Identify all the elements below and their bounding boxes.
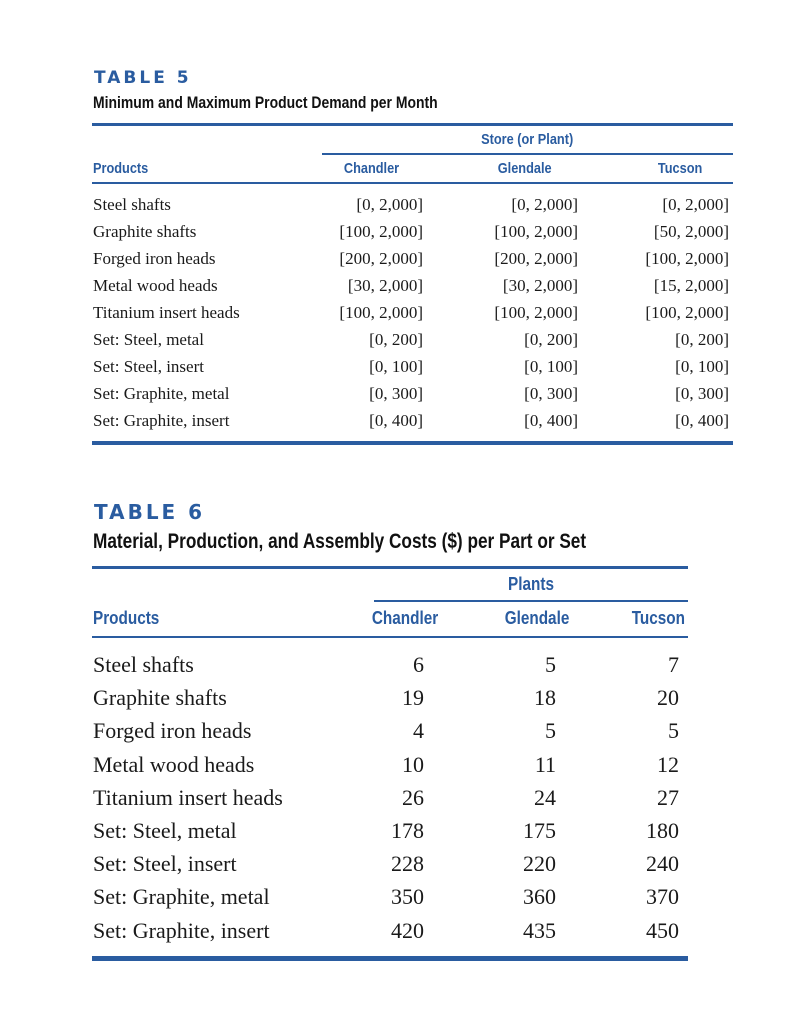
value-tucson: [0, 200] bbox=[675, 330, 729, 349]
value-tucson: [15, 2,000] bbox=[653, 276, 729, 295]
value-chandler: [30, 2,000] bbox=[347, 276, 423, 295]
value-chandler: 10 bbox=[402, 751, 424, 777]
column-header-glendale: Glendale bbox=[498, 160, 552, 177]
table-caption: Material, Production, and Assembly Costs ($) per Part or Set bbox=[93, 530, 587, 553]
value-glendale: [0, 100] bbox=[524, 357, 578, 376]
product-name: Set: Steel, insert bbox=[93, 357, 204, 376]
product-name: Set: Steel, insert bbox=[93, 851, 237, 877]
value-tucson: 7 bbox=[668, 652, 679, 677]
value-tucson: 20 bbox=[657, 685, 679, 711]
value-tucson: 450 bbox=[646, 917, 679, 943]
header-rule bbox=[92, 636, 688, 638]
table-row bbox=[0, 752, 811, 785]
table-row bbox=[0, 222, 811, 249]
value-chandler: 350 bbox=[391, 884, 424, 910]
product-name: Set: Graphite, metal bbox=[93, 884, 270, 910]
value-chandler: [100, 2,000] bbox=[339, 303, 423, 322]
product-name: Titanium insert heads bbox=[93, 784, 283, 810]
value-glendale: [100, 2,000] bbox=[494, 303, 578, 322]
product-name: Forged iron heads bbox=[93, 718, 252, 744]
value-glendale: 360 bbox=[523, 884, 556, 910]
value-tucson: 370 bbox=[646, 884, 679, 910]
table-row bbox=[0, 785, 811, 818]
value-chandler: [100, 2,000] bbox=[339, 222, 423, 241]
value-chandler: 19 bbox=[402, 685, 424, 711]
value-chandler: [0, 100] bbox=[369, 357, 423, 376]
table-5 bbox=[0, 0, 811, 470]
value-glendale: [0, 200] bbox=[524, 330, 578, 349]
value-chandler: 26 bbox=[402, 784, 424, 810]
product-name: Titanium insert heads bbox=[93, 303, 240, 322]
value-glendale: [30, 2,000] bbox=[502, 276, 578, 295]
value-tucson: [0, 2,000] bbox=[662, 195, 729, 214]
table-row bbox=[0, 249, 811, 276]
table-row bbox=[0, 411, 811, 438]
table-caption: Minimum and Maximum Product Demand per Month bbox=[93, 93, 438, 112]
value-glendale: 5 bbox=[545, 718, 556, 744]
product-name: Set: Graphite, insert bbox=[93, 411, 230, 430]
column-header-tucson: Tucson bbox=[631, 608, 685, 628]
group-rule bbox=[322, 153, 733, 155]
products-header: Products bbox=[93, 608, 160, 628]
bottom-rule bbox=[92, 956, 688, 961]
product-name: Forged iron heads bbox=[93, 249, 216, 268]
bottom-rule bbox=[92, 441, 733, 445]
table-label: TABLE 6 bbox=[94, 500, 206, 524]
product-name: Set: Steel, metal bbox=[93, 818, 237, 843]
table-row bbox=[0, 384, 811, 411]
column-header-tucson: Tucson bbox=[657, 160, 703, 177]
table-row bbox=[0, 357, 811, 384]
value-chandler: [0, 400] bbox=[369, 411, 423, 430]
value-glendale: [0, 400] bbox=[524, 411, 578, 430]
table-label: TABLE 5 bbox=[94, 68, 192, 88]
top-rule bbox=[92, 566, 688, 569]
table-row bbox=[0, 303, 811, 330]
value-tucson: [0, 300] bbox=[675, 384, 729, 403]
product-name: Graphite shafts bbox=[93, 222, 197, 241]
table-row bbox=[0, 195, 811, 222]
value-chandler: [200, 2,000] bbox=[339, 249, 423, 268]
value-tucson: 27 bbox=[657, 784, 679, 810]
product-name: Set: Graphite, insert bbox=[93, 917, 270, 943]
value-tucson: 5 bbox=[668, 718, 679, 744]
value-glendale: 5 bbox=[545, 652, 556, 677]
group-rule bbox=[374, 600, 688, 602]
value-glendale: [0, 2,000] bbox=[511, 195, 578, 214]
value-tucson: 180 bbox=[646, 818, 679, 843]
header-rule bbox=[92, 182, 733, 184]
value-glendale: 175 bbox=[523, 818, 556, 843]
product-name: Metal wood heads bbox=[93, 751, 255, 777]
value-tucson: 12 bbox=[657, 751, 679, 777]
table-row bbox=[0, 818, 811, 851]
value-glendale: 435 bbox=[523, 917, 556, 943]
value-tucson: [0, 400] bbox=[675, 411, 729, 430]
value-glendale: 11 bbox=[534, 751, 556, 777]
table-row bbox=[0, 330, 811, 357]
product-name: Metal wood heads bbox=[93, 276, 218, 295]
product-name: Set: Steel, metal bbox=[93, 330, 204, 349]
table-row bbox=[0, 918, 811, 951]
table-row bbox=[0, 718, 811, 751]
group-header: Store (or Plant) bbox=[480, 131, 574, 148]
value-chandler: 6 bbox=[413, 652, 424, 677]
table-row bbox=[0, 652, 811, 685]
table-row bbox=[0, 884, 811, 917]
product-name: Set: Graphite, metal bbox=[93, 384, 230, 403]
value-chandler: 4 bbox=[413, 718, 424, 744]
table-6 bbox=[0, 490, 811, 1024]
table-row bbox=[0, 851, 811, 884]
value-glendale: [0, 300] bbox=[524, 384, 578, 403]
product-name: Steel shafts bbox=[93, 195, 171, 214]
column-header-glendale: Glendale bbox=[504, 608, 570, 628]
column-header-chandler: Chandler bbox=[344, 160, 400, 177]
product-name: Steel shafts bbox=[93, 652, 194, 677]
table-row bbox=[0, 276, 811, 303]
column-header-chandler: Chandler bbox=[371, 608, 439, 628]
value-glendale: 24 bbox=[534, 784, 556, 810]
product-name: Graphite shafts bbox=[93, 685, 227, 711]
value-chandler: [0, 200] bbox=[369, 330, 423, 349]
products-header: Products bbox=[93, 160, 149, 177]
top-rule bbox=[92, 123, 733, 126]
value-tucson: [100, 2,000] bbox=[645, 303, 729, 322]
value-glendale: [200, 2,000] bbox=[494, 249, 578, 268]
value-glendale: 220 bbox=[523, 851, 556, 877]
value-chandler: 420 bbox=[391, 917, 424, 943]
value-glendale: [100, 2,000] bbox=[494, 222, 578, 241]
value-tucson: [0, 100] bbox=[675, 357, 729, 376]
value-tucson: [100, 2,000] bbox=[645, 249, 729, 268]
value-chandler: 178 bbox=[391, 818, 424, 843]
table-row bbox=[0, 685, 811, 718]
group-header: Plants bbox=[508, 574, 554, 594]
value-chandler: 228 bbox=[391, 851, 424, 877]
value-chandler: [0, 300] bbox=[369, 384, 423, 403]
value-glendale: 18 bbox=[534, 685, 556, 711]
value-tucson: 240 bbox=[646, 851, 679, 877]
value-tucson: [50, 2,000] bbox=[653, 222, 729, 241]
value-chandler: [0, 2,000] bbox=[356, 195, 423, 214]
